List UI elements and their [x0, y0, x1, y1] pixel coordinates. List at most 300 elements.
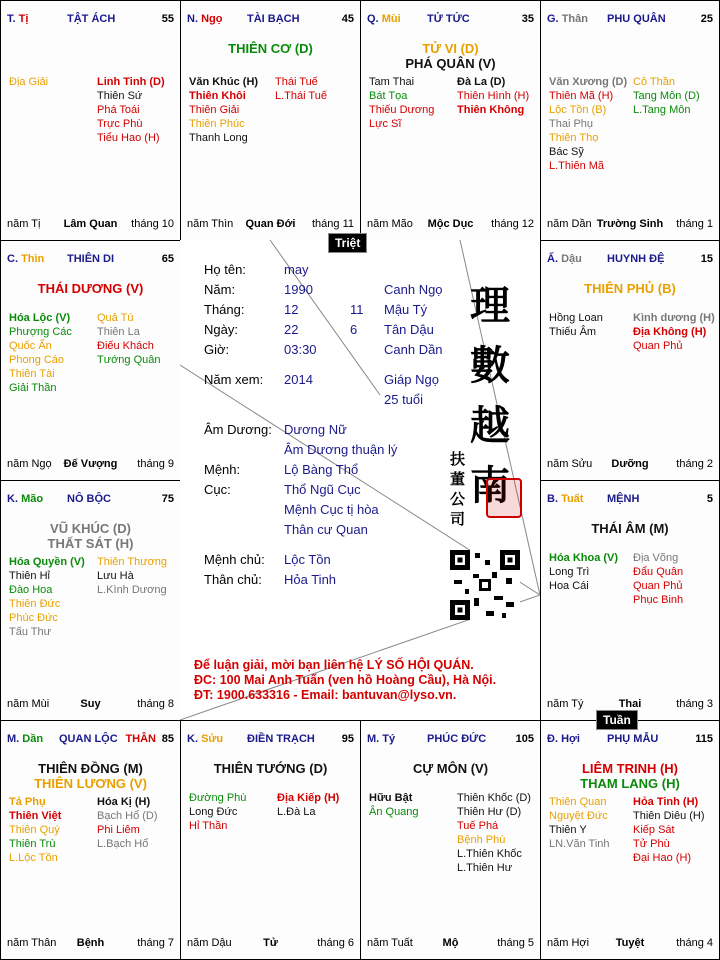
info-value-nam: 1990	[284, 282, 313, 297]
month-label: tháng 7	[137, 937, 174, 949]
minor-star: Hoa Cái	[549, 580, 589, 592]
info-value-am_duong2: Âm Dương thuận lý	[284, 442, 398, 457]
minor-star: Hữu Bật	[369, 792, 413, 804]
info-value-cuc: Thổ Ngũ Cục	[284, 482, 361, 497]
logo-char: 數	[470, 342, 510, 389]
palace-age: 65	[161, 253, 174, 265]
minor-star: L.Thiên Hư	[457, 862, 513, 874]
minor-stars-right	[97, 311, 161, 367]
major-star: THẤT SÁT (H)	[47, 536, 134, 551]
month-label: tháng 1	[676, 218, 713, 230]
stem-label: K.	[187, 733, 198, 745]
year-label: năm Sửu	[547, 458, 593, 470]
palace-cell-ty[interactable]	[360, 720, 541, 960]
minor-star: Thiên Khốc (D)	[457, 792, 531, 804]
minor-star: Thiên Quan	[549, 796, 607, 808]
info-label-nam: Năm:	[204, 282, 236, 297]
palace-cell-hoi[interactable]	[540, 720, 720, 960]
palace-name: PHỤ MẪU	[607, 733, 659, 745]
month-label: tháng 5	[497, 937, 534, 949]
stem-label: Q.	[367, 13, 379, 25]
minor-star: Thiên Phúc	[189, 118, 245, 130]
year-label: năm Tý	[547, 698, 584, 710]
minor-star: Địa Võng	[633, 552, 679, 564]
major-star: THIÊN CƠ (D)	[228, 41, 313, 56]
minor-stars-right	[457, 75, 529, 117]
minor-star: Long Trì	[549, 566, 590, 578]
minor-star: Hóa Khoa (V)	[549, 552, 619, 564]
branch-label: Hợi	[561, 733, 580, 745]
minor-star: Tiểu Hao (H)	[97, 132, 160, 144]
branch-label: Sửu	[201, 733, 224, 745]
info-label-thang: Tháng:	[204, 302, 245, 317]
minor-star: L.Thái Tuế	[275, 90, 327, 102]
minor-star: Phong Cáo	[9, 354, 65, 366]
month-label: tháng 10	[131, 218, 174, 230]
info-value-ho_ten: may	[284, 262, 309, 277]
minor-star: Tấu Thư	[9, 626, 52, 638]
logo-char: 理	[470, 282, 510, 329]
life-stage: Mộ	[442, 937, 459, 949]
palace-footer	[367, 937, 534, 951]
palace-cell-ti[interactable]	[0, 0, 181, 241]
info-canchi-thang: Mậu Tý	[384, 302, 428, 317]
minor-star: Thiên Giải	[189, 104, 240, 116]
palace-header	[187, 733, 354, 747]
year-label: năm Tuất	[367, 937, 413, 949]
than-marker: THÂN	[125, 733, 156, 745]
stem-label: Đ.	[547, 733, 558, 745]
month-label: tháng 6	[317, 937, 354, 949]
palace-header	[7, 493, 174, 507]
minor-star: Thiên Hư (D)	[457, 806, 522, 818]
stem-label: N.	[187, 13, 198, 25]
minor-stars-right	[97, 555, 167, 597]
minor-stars-left	[9, 75, 48, 89]
minor-star: Đào Hoa	[9, 584, 53, 596]
minor-star: Hóa Quyền (V)	[9, 556, 85, 568]
life-stage: Dưỡng	[611, 458, 649, 470]
minor-stars-left	[369, 75, 434, 131]
minor-star: Phượng Các	[9, 326, 72, 338]
palace-footer	[187, 218, 354, 232]
stem-label: B.	[547, 493, 558, 505]
branch-label: Ngọ	[201, 13, 223, 25]
year-label: năm Ngọ	[7, 458, 52, 470]
info-value-menh: Lộ Bàng Thổ	[284, 462, 359, 477]
minor-star: Tả Phụ	[9, 796, 46, 808]
info-label-ngay: Ngày:	[204, 322, 238, 337]
minor-star: Đại Hao (H)	[633, 852, 692, 864]
palace-header	[7, 253, 174, 267]
minor-star: Kình dương (H)	[633, 312, 715, 324]
life-stage: Mộc Dục	[427, 218, 474, 230]
palace-cell-thin[interactable]	[0, 240, 181, 481]
stem-label: C.	[7, 253, 18, 265]
minor-star: Lộc Tồn (B)	[549, 104, 607, 116]
minor-stars-left	[549, 75, 627, 173]
palace-name: TẬT ÁCH	[67, 13, 116, 25]
stem-label: M.	[7, 733, 20, 745]
major-star: THIÊN TƯỚNG (D)	[213, 761, 328, 776]
minor-star: Văn Khúc (H)	[189, 76, 259, 88]
life-stage: Tử	[263, 937, 278, 949]
palace-cell-mao[interactable]	[0, 480, 181, 721]
info-value-nam_xem: 2014	[284, 372, 313, 387]
logo-char: 南	[470, 462, 510, 509]
minor-stars-right	[277, 791, 339, 819]
branch-label: Thân	[561, 13, 588, 25]
minor-star: Điếu Khách	[97, 340, 154, 352]
minor-stars-left	[549, 795, 610, 851]
minor-star: Quốc Ấn	[9, 340, 52, 352]
minor-star: Thiên Tài	[9, 368, 55, 380]
minor-star: Thiên Trù	[9, 838, 56, 850]
stem-label: T.	[7, 13, 16, 25]
palace-header	[547, 493, 713, 507]
info-value-cuc2: Mệnh Cục tị hòa	[284, 502, 379, 517]
minor-star: Thiên Hình (H)	[457, 90, 530, 102]
minor-star: Tam Thai	[369, 76, 415, 88]
life-stage: Thai	[618, 698, 642, 710]
minor-star: Lực Sĩ	[369, 118, 402, 130]
minor-star: Tử Phù	[633, 838, 670, 850]
minor-stars-right	[633, 551, 683, 607]
minor-star: Thiên Thọ	[549, 132, 599, 144]
minor-star: Hồng Loan	[549, 312, 603, 324]
info-value-gio: 03:30	[284, 342, 317, 357]
logo-small-char: 扶	[450, 450, 466, 468]
palace-header	[367, 13, 534, 27]
palace-age: 5	[706, 493, 713, 505]
palace-cell-mui[interactable]	[360, 0, 541, 241]
minor-star: Đà La (D)	[457, 76, 506, 88]
palace-cell-suu[interactable]	[180, 720, 361, 960]
minor-stars-left	[189, 791, 246, 833]
branch-label: Thìn	[21, 253, 45, 265]
minor-star: Bát Tọa	[369, 90, 408, 102]
year-label: năm Mùi	[7, 698, 50, 710]
palace-age: 115	[695, 733, 713, 745]
major-star: THIÊN ĐỒNG (M)	[38, 761, 143, 776]
minor-star: Quan Phủ	[633, 340, 683, 352]
info-label-than_chu: Thân chủ:	[204, 572, 262, 587]
minor-star: Đẩu Quân	[633, 566, 684, 578]
info-label-gio: Giờ:	[204, 342, 230, 357]
palace-age: 25	[700, 13, 713, 25]
minor-star: Thiên Hỉ	[9, 570, 50, 582]
palace-name: HUYNH ĐỆ	[607, 253, 665, 265]
triet-badge: Triệt	[328, 233, 367, 253]
palace-name: NÔ BỘC	[67, 493, 111, 505]
palace-name: ĐIỀN TRẠCH	[247, 733, 315, 745]
major-star: VŨ KHÚC (D)	[50, 521, 131, 536]
minor-stars-left	[9, 311, 72, 395]
palace-age: 55	[161, 13, 174, 25]
palace-age: 15	[700, 253, 713, 265]
palace-cell-ngo[interactable]	[180, 0, 361, 241]
palace-cell-than[interactable]	[540, 0, 720, 241]
info-canchi-tuoi: 25 tuổi	[384, 392, 424, 407]
minor-stars-left	[369, 791, 419, 819]
center-panel	[180, 240, 540, 720]
minor-stars-right	[633, 75, 700, 117]
palace-header	[7, 13, 174, 27]
minor-star: Thiên Đức	[9, 598, 61, 610]
palace-name: QUAN LỘC	[59, 733, 118, 745]
minor-star: L.Thiên Mã	[549, 160, 605, 172]
minor-star: Thái Tuế	[275, 76, 318, 88]
minor-star: Địa Kiếp (H)	[277, 792, 340, 804]
minor-star: Thiên La	[97, 326, 140, 338]
palace-age: 105	[515, 733, 534, 745]
minor-star: L.Thiên Khốc	[457, 848, 522, 860]
info-label-nam_xem: Năm xem:	[204, 372, 264, 387]
palace-header	[547, 13, 713, 27]
minor-stars-right	[97, 795, 158, 851]
palace-footer	[7, 698, 174, 712]
minor-stars-right	[633, 311, 715, 353]
minor-stars-left	[9, 555, 85, 639]
month-label: tháng 9	[137, 458, 174, 470]
minor-star: Thiên Việt	[9, 810, 62, 822]
palace-header	[547, 733, 713, 747]
year-label: năm Thân	[7, 937, 57, 949]
minor-star: Thiên Không	[457, 104, 525, 116]
minor-star: Phi Liêm	[97, 824, 140, 836]
palace-footer	[7, 937, 174, 951]
major-star: THÁI DƯƠNG (V)	[37, 281, 144, 296]
contact-line: Để luận giải, mời bạn liên hệ LÝ SỐ HỘI QUÁN.	[194, 658, 474, 672]
minor-star: L.Kình Dương	[97, 584, 167, 596]
logo-small-char: 公	[450, 490, 466, 508]
month-label: tháng 11	[311, 218, 354, 230]
minor-star: Bạch Hổ (D)	[97, 810, 158, 822]
minor-star: Thanh Long	[189, 132, 248, 144]
branch-label: Tý	[382, 733, 396, 745]
major-star: THÁI ÂM (M)	[591, 521, 669, 536]
minor-star: Văn Xương (D)	[549, 76, 628, 88]
palace-footer	[367, 218, 534, 232]
month-label: tháng 2	[676, 458, 713, 470]
seal-stamp	[486, 478, 522, 518]
minor-star: Phúc Đức	[9, 612, 58, 624]
minor-star: Lưu Hà	[97, 570, 134, 582]
minor-star: Tướng Quân	[97, 354, 161, 366]
palace-footer	[547, 458, 713, 472]
life-stage: Suy	[80, 698, 101, 710]
info-label-am_duong: Âm Dương:	[204, 422, 272, 437]
logo-char: 越	[470, 402, 510, 449]
palace-header	[547, 253, 713, 267]
info-canchi-nam_xem: Giáp Ngọ	[384, 372, 439, 387]
info-canchi-ngay: Tân Dậu	[384, 322, 434, 337]
major-star: THIÊN PHỦ (B)	[584, 281, 676, 296]
major-star: PHÁ QUÂN (V)	[405, 56, 496, 71]
qr-code[interactable]	[450, 550, 520, 620]
minor-star: Thiếu Âm	[549, 326, 597, 338]
info-value-menh_chu: Lộc Tồn	[284, 552, 331, 567]
palace-cell-tuat[interactable]	[540, 480, 720, 721]
minor-star: Tuế Phá	[457, 820, 499, 832]
minor-star: Thiếu Dương	[369, 104, 435, 116]
palace-name: PHU QUÂN	[607, 13, 666, 25]
palace-header	[7, 733, 174, 747]
minor-star: Hỏa Tinh (H)	[633, 796, 699, 808]
year-label: năm Hợi	[547, 937, 590, 949]
palace-footer	[7, 218, 174, 232]
minor-stars-left	[9, 795, 61, 865]
month-label: tháng 8	[137, 698, 174, 710]
life-stage: Đế Vượng	[63, 458, 118, 470]
minor-star: Thiên Sứ	[97, 90, 143, 102]
minor-stars-left	[549, 551, 618, 593]
minor-star: Hóa Lộc (V)	[9, 312, 71, 324]
info-label-menh_chu: Mệnh chủ:	[204, 552, 265, 567]
minor-star: L.Tang Môn	[633, 104, 691, 116]
palace-age: 95	[341, 733, 354, 745]
minor-star: Phục Binh	[633, 594, 684, 606]
minor-star: Đường Phù	[189, 792, 247, 804]
minor-stars-right	[97, 75, 165, 145]
info-value-cuc3: Thân cư Quan	[284, 522, 368, 537]
palace-age: 85	[161, 733, 174, 745]
palace-cell-dau[interactable]	[540, 240, 720, 481]
branch-label: Mùi	[381, 13, 401, 25]
contact-line: ĐC: 100 Mai Anh Tuấn (ven hồ Hoàng Cầu), Hà Nội.	[194, 673, 497, 687]
minor-star: Thiên Thương	[97, 556, 168, 568]
major-star: TỬ VI (D)	[422, 41, 479, 56]
minor-star: Nguyệt Đức	[549, 810, 608, 822]
info-lunar-thang: 11	[350, 302, 364, 317]
minor-stars-left	[549, 311, 603, 339]
minor-star: Hỉ Thần	[189, 820, 228, 832]
palace-header	[187, 13, 354, 27]
minor-star: L.Bạch Hổ	[97, 838, 149, 850]
year-label: năm Dần	[547, 218, 592, 230]
minor-stars-right	[275, 75, 327, 103]
minor-star: LN.Văn Tinh	[549, 838, 610, 850]
life-stage: Lâm Quan	[63, 218, 118, 230]
qr-code-icon	[450, 550, 520, 620]
minor-stars-left	[189, 75, 258, 145]
info-value-than_chu: Hỏa Tinh	[284, 572, 337, 587]
info-canchi-nam: Canh Ngọ	[384, 282, 443, 297]
stem-label: G.	[547, 13, 559, 25]
palace-name: TỬ TỨC	[427, 13, 470, 25]
minor-star: Thiên Mã (H)	[549, 90, 614, 102]
tuan-badge: Tuần	[596, 710, 638, 730]
info-value-ngay: 22	[284, 322, 299, 337]
palace-footer	[7, 458, 174, 472]
minor-star: Giải Thần	[9, 382, 57, 394]
contact-line: ĐT: 1900.633316 - Email: bantuvan@lyso.vn.	[194, 688, 457, 702]
palace-name: MỆNH	[607, 493, 640, 505]
major-star: THIÊN LƯƠNG (V)	[34, 776, 147, 791]
month-label: tháng 12	[491, 218, 534, 230]
info-lunar-ngay: 6	[350, 322, 358, 337]
branch-label: Mão	[21, 493, 44, 505]
minor-star: Linh Tinh (D)	[97, 76, 165, 88]
minor-star: Thiên Y	[549, 824, 587, 836]
minor-star: Tang Môn (D)	[633, 90, 700, 102]
minor-star: Cô Thần	[633, 76, 675, 88]
minor-star: Bệnh Phù	[457, 834, 506, 846]
palace-footer	[547, 937, 713, 951]
palace-footer	[187, 937, 354, 951]
major-star: CỰ MÔN (V)	[412, 761, 489, 776]
info-value-thang: 12	[284, 302, 299, 317]
palace-name: PHÚC ĐỨC	[427, 733, 487, 745]
minor-star: Ân Quang	[369, 806, 419, 818]
minor-star: L.Đà La	[277, 806, 316, 818]
minor-star: L.Lộc Tồn	[9, 852, 58, 864]
branch-label: Tuất	[561, 493, 584, 505]
minor-star: Địa Giải	[9, 76, 49, 88]
minor-star: Thiên Diêu (H)	[633, 810, 705, 822]
life-stage: Trường Sinh	[596, 218, 664, 230]
palace-age: 35	[521, 13, 534, 25]
minor-star: Long Đức	[189, 806, 238, 818]
minor-star: Thai Phụ	[549, 118, 594, 130]
life-stage: Tuyệt	[615, 937, 645, 949]
year-label: năm Mão	[367, 218, 413, 230]
palace-age: 45	[341, 13, 354, 25]
major-star: THAM LANG (H)	[580, 776, 680, 791]
info-label-menh: Mệnh:	[204, 462, 241, 477]
year-label: năm Thìn	[187, 218, 234, 230]
info-canchi-gio: Canh Dần	[384, 342, 443, 357]
minor-star: Quan Phủ	[633, 580, 683, 592]
info-label-cuc: Cục:	[204, 482, 231, 497]
minor-star: Thiên Quý	[9, 824, 60, 836]
stem-label: K.	[7, 493, 18, 505]
info-value-am_duong: Dương Nữ	[284, 422, 347, 437]
minor-star: Thiên Khôi	[189, 90, 246, 102]
minor-stars-right	[633, 795, 705, 865]
branch-label: Tị	[18, 13, 29, 25]
minor-star: Quả Tú	[97, 312, 134, 324]
minor-star: Kiếp Sát	[633, 824, 675, 836]
palace-name: THIÊN DI	[67, 253, 115, 265]
month-label: tháng 3	[676, 698, 713, 710]
month-label: tháng 4	[676, 937, 713, 949]
major-star: LIÊM TRINH (H)	[581, 761, 679, 776]
minor-star: Bác Sỹ	[549, 146, 584, 158]
year-label: năm Dậu	[187, 937, 232, 949]
branch-label: Dần	[22, 733, 44, 745]
palace-name: TÀI BẠCH	[247, 13, 300, 25]
info-label-ho_ten: Họ tên:	[204, 262, 246, 277]
minor-star: Trực Phù	[97, 118, 143, 130]
life-stage: Quan Đới	[245, 218, 296, 230]
branch-label: Dậu	[561, 253, 582, 265]
palace-cell-dan[interactable]	[0, 720, 181, 960]
stem-label: M.	[367, 733, 380, 745]
logo-small-char: 司	[450, 510, 466, 528]
minor-star: Địa Không (H)	[633, 326, 707, 338]
minor-star: Phá Toái	[97, 104, 140, 116]
palace-footer	[547, 218, 713, 232]
stem-label: Ấ.	[547, 253, 558, 265]
life-stage: Bệnh	[76, 937, 105, 949]
palace-header	[367, 733, 534, 747]
logo-small-char: 董	[450, 470, 466, 488]
minor-stars-right	[457, 791, 531, 875]
minor-star: Hóa Kị (H)	[97, 796, 151, 808]
year-label: năm Tị	[7, 218, 41, 230]
palace-age: 75	[161, 493, 174, 505]
